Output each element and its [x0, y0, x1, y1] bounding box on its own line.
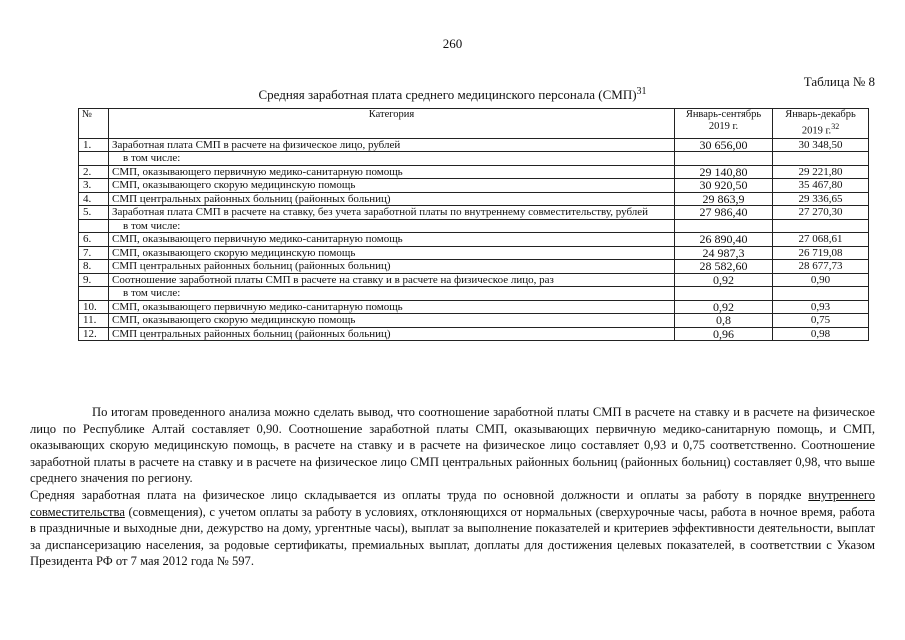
cell-period1-value: 30 920,50	[675, 179, 773, 193]
underlined-term: внутреннего совместительства	[30, 487, 875, 519]
header-period2	[773, 109, 869, 139]
cell-category: в том числе:	[109, 152, 675, 166]
salary-table	[78, 108, 869, 341]
table-row	[79, 179, 869, 193]
cell-period2-value	[773, 219, 869, 233]
paragraph-composition-end: (совмещения), с учетом оплаты за работу в условиях, отклоняющихся от нормальных (сверхурочные часы, работа в ночное время, работа в праздничные и выходные дни, дежурство на дому, ургентные часы), выплат за выполнение показателей и критериев эффективности деятельности, выплат за диспансеризацию населения, за родовые сертификаты, премиальных выплат, доплаты для достижения целевых показателей, в соответствии с Указом Президента РФ от 7 мая 2012 года № 597.	[30, 504, 875, 569]
table-body	[79, 138, 869, 341]
table-row	[79, 233, 869, 247]
cell-category: СМП, оказывающего первичную медико-санитарную помощь	[109, 165, 675, 179]
cell-num: 7.	[79, 246, 109, 260]
cell-period2-value: 29 336,65	[773, 192, 869, 206]
cell-period1-value: 28 582,60	[675, 260, 773, 274]
cell-category: СМП, оказывающего скорую медицинскую помощь	[109, 179, 675, 193]
cell-num: 2.	[79, 165, 109, 179]
cell-period1-value: 0,92	[675, 300, 773, 314]
header-num: №	[79, 109, 109, 139]
cell-period1-value: 0,92	[675, 273, 773, 287]
page-number: 260	[442, 36, 463, 51]
cell-period1-value	[675, 219, 773, 233]
table-label: Таблица № 8	[803, 74, 875, 89]
cell-num: 10.	[79, 300, 109, 314]
cell-period2-value: 0,90	[773, 273, 869, 287]
cell-num: 9.	[79, 273, 109, 287]
cell-num: 5.	[79, 206, 109, 220]
cell-period1-value: 30 656,00	[675, 138, 773, 152]
cell-period1-value: 26 890,40	[675, 233, 773, 247]
cell-category: в том числе:	[109, 287, 675, 301]
cell-period2-value: 26 719,08	[773, 246, 869, 260]
table-row	[79, 273, 869, 287]
table-row	[79, 192, 869, 206]
header-period1: Январь-сентябрь 2019 г.	[675, 109, 773, 139]
cell-num	[79, 219, 109, 233]
paragraph-composition	[30, 487, 875, 570]
table-row	[79, 260, 869, 274]
table-title-footnote: 31	[636, 86, 647, 97]
table-subheading-row	[79, 219, 869, 233]
cell-period2-value	[773, 152, 869, 166]
cell-num: 3.	[79, 179, 109, 193]
paragraph-composition-start: Средняя заработная плата на физическое лицо складывается из оплаты труда по основной должности и оплаты за работу в порядке	[30, 487, 809, 502]
cell-category: СМП центральных районных больниц (районных больниц)	[109, 327, 675, 341]
table-row	[79, 314, 869, 328]
cell-period2-value	[773, 287, 869, 301]
header-category: Категория	[109, 109, 675, 139]
cell-category: СМП центральных районных больниц (районных больниц)	[109, 192, 675, 206]
cell-period1-value: 29 863,9	[675, 192, 773, 206]
cell-period2-value: 35 467,80	[773, 179, 869, 193]
cell-category: СМП, оказывающего первичную медико-санитарную помощь	[109, 300, 675, 314]
cell-num: 8.	[79, 260, 109, 274]
cell-category: Соотношение заработной платы СМП в расчете на ставку и в расчете на физическое лицо, раз	[109, 273, 675, 287]
cell-period2-value: 27 068,61	[773, 233, 869, 247]
table-row	[79, 327, 869, 341]
cell-num	[79, 287, 109, 301]
cell-period2-value: 30 348,50	[773, 138, 869, 152]
cell-num: 4.	[79, 192, 109, 206]
cell-category: СМП центральных районных больниц (районных больниц)	[109, 260, 675, 274]
cell-category: Заработная плата СМП в расчете на физическое лицо, рублей	[109, 138, 675, 152]
cell-period1-value	[675, 152, 773, 166]
cell-period1-value	[675, 287, 773, 301]
header-period2-text: Январь-декабрь 2019 г.	[785, 109, 856, 137]
cell-num: 6.	[79, 233, 109, 247]
table-row	[79, 246, 869, 260]
cell-period1-value: 24 987,3	[675, 246, 773, 260]
cell-category: СМП, оказывающего скорую медицинскую помощь	[109, 314, 675, 328]
paragraph-conclusion: По итогам проведенного анализа можно сделать вывод, что соотношение заработной платы СМП в расчете на ставку и в расчете на физическое лицо по Республике Алтай составляет 0,90. Соотношение заработной платы СМП, оказывающих первичную медико-санитарную помощь, и СМП, оказывающих скорую медицинскую помощь, в расчете на ставку и в расчете на физическое лицо составляет 0,93 и 0,75 соответственно. Соотношение заработной платы в расчете на ставку и в расчете на физическое лицо СМП центральных районных больниц (районных больниц) составляет 0,98, что выше среднего значения по региону.	[30, 405, 875, 486]
table-subheading-row	[79, 152, 869, 166]
cell-period1-value: 0,8	[675, 314, 773, 328]
cell-period2-value: 0,75	[773, 314, 869, 328]
table-row	[79, 138, 869, 152]
cell-category: Заработная плата СМП в расчете на ставку, без учета заработной платы по внутреннему совместительству, рублей	[109, 206, 675, 220]
table-subheading-row	[79, 287, 869, 301]
cell-num: 11.	[79, 314, 109, 328]
table-row	[79, 300, 869, 314]
cell-num: 1.	[79, 138, 109, 152]
cell-period1-value: 29 140,80	[675, 165, 773, 179]
body-text	[30, 404, 875, 570]
cell-period2-value: 27 270,30	[773, 206, 869, 220]
cell-num	[79, 152, 109, 166]
table-row	[79, 165, 869, 179]
cell-period2-value: 0,93	[773, 300, 869, 314]
cell-num: 12.	[79, 327, 109, 341]
cell-period2-value: 28 677,73	[773, 260, 869, 274]
cell-period1-value: 27 986,40	[675, 206, 773, 220]
cell-period1-value: 0,96	[675, 327, 773, 341]
cell-period2-value: 0,98	[773, 327, 869, 341]
cell-category: СМП, оказывающего скорую медицинскую помощь	[109, 246, 675, 260]
cell-category: в том числе:	[109, 219, 675, 233]
table-title	[0, 86, 905, 103]
table-title-text: Средняя заработная плата среднего медицинского персонала (СМП)	[258, 87, 637, 102]
table-header-row	[79, 109, 869, 139]
table-row	[79, 206, 869, 220]
cell-category: СМП, оказывающего первичную медико-санитарную помощь	[109, 233, 675, 247]
cell-period2-value: 29 221,80	[773, 165, 869, 179]
header-period2-footnote: 32	[831, 122, 840, 131]
